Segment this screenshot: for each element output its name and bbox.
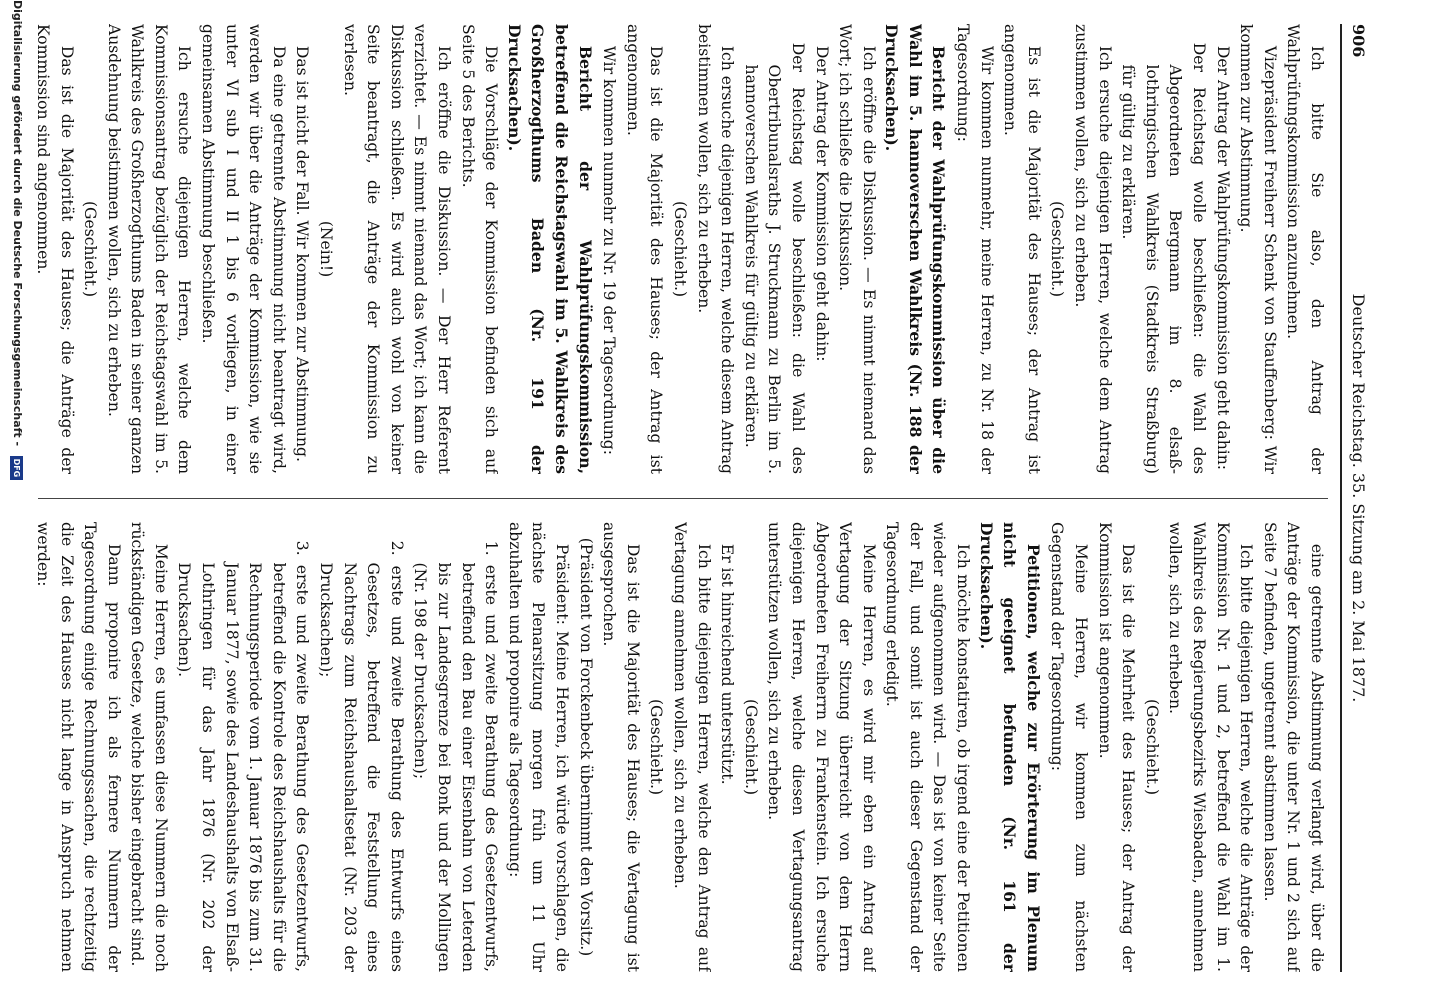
paragraph: Meine Herren, wir kommen zum nächsten Gegenstand der Tagesordnung:: [1048, 522, 1091, 972]
paragraph: Es ist die Majorität des Hauses; der Antrag ist angenommen.: [1001, 24, 1043, 474]
paragraph: Ich bitte Sie also, den Antrag der Wahlprüfungskommission anzunehmen.: [1284, 24, 1326, 474]
paragraph: (Geschieht.): [81, 200, 100, 298]
paragraph: Wir kommen nunmehr zu Nr. 19 der Tagesordnung:: [600, 45, 619, 456]
paragraph: Der Antrag der Kommission geht dahin:: [812, 45, 831, 362]
paragraph: eine getrennte Abstimmung verlangt wird, über die Anträge der Kommission, die unter Nr. 1 und 2 sich auf Seite 7 befinden, ungetrennt abstimmen lassen.: [1260, 522, 1326, 972]
paragraph: Der Reichstag wolle beschließen: die Wahl des Obertribunalsraths J. Struckmann zu Berlin im 5. hannoverschen Wahlkreis für gültig zu erklären.: [741, 42, 807, 474]
paragraph: Bericht der Wahlprüfungskommission über die Wahl im 5. hannoverschen Wahlkreis (Nr. 188 der Drucksachen).: [882, 24, 949, 474]
credit-text: Digitalisierung gefördert durch die Deutsche Forschungsgemeinschaft -: [11, 0, 24, 447]
running-title: Deutscher Reichstag. 35. Sitzung am 2. Mai 1877.: [1349, 293, 1368, 703]
paragraph: Er ist hinreichend unterstützt.: [718, 543, 737, 785]
paragraph: Der Antrag der Wahlprüfungskommission geht dahin:: [1213, 45, 1232, 471]
paragraph: Ich bitte diejenigen Herren, welche die Anträge der Kommission Nr. 1 und 2, betreffend die Wahl im 1. Wahlkreis des Regierungsbezirks Wiesbaden, annehmen wollen, sich zu erheben.: [1166, 522, 1256, 972]
paragraph: Petitionen, welche zur Erörterung im Plenum nicht geeignet befunden (Nr. 161 der Drucksachen).: [976, 522, 1043, 972]
paragraph: [28, 24, 30, 474]
paragraph: Das ist die Majorität des Hauses; die Anträge der Kommission sind angenommen.: [33, 24, 76, 474]
paragraph: Ich ersuche diejenigen Herren, welche diesem Antrag beistimmen wollen, sich zu erheben.: [694, 24, 737, 474]
paragraph: Wir kommen nunmehr, meine Herren, zu Nr. 18 der Tagesordnung:: [954, 24, 996, 474]
paragraph: 2. erste und zweite Berathung des Entwurfs eines Gesetzes, betreffend die Feststellung eines Nachtrags zum Reichshaushaltsetat (Nr. 203 der Drucksachen);: [317, 540, 406, 972]
paragraph: Die Vorschläge der Kommission befinden sich auf Seite 5 des Berichts.: [458, 24, 501, 474]
paragraph: (Geschieht.): [741, 698, 760, 796]
paragraph: Das ist die Majorität des Hauses; der Antrag ist angenommen.: [623, 24, 666, 474]
digitization-credit: [2, 0, 24, 1000]
paragraph: Ich ersuche diejenigen Herren, welche dem Kommissionsantrag bezüglich der Reichstagswahl im 5. Wahlkreis des Großherzogthums Baden in seiner ganzen Ausdehnung beistimmen wollen, sich zu erheben.: [104, 24, 194, 474]
paragraph: Da eine getrennte Abstimmung nicht beantragt wird, werden wir über die Anträge der Kommission, wie sie unter VI sub I und II 1 bis 6 vorliegen, in einer gemeinsamen Abstimmung beschließen.: [199, 24, 288, 474]
paragraph: Ich eröffne die Diskussion. — Es nimmt niemand das Wort; ich schließe die Diskussion.: [836, 24, 878, 474]
paragraph: Der Reichstag wolle beschließen: die Wahl des Abgeordneten Bergmann im 8. elsaß-lothringischen Wahlkreis (Stadtkreis Straßburg) für gültig zu erklären.: [1119, 42, 1209, 474]
paragraph: Das ist die Mehrheit des Hauses; der Antrag der Kommission ist angenommen.: [1095, 522, 1138, 972]
paragraph: Das ist nicht der Fall. Wir kommen zur Abstimmung.: [293, 45, 312, 462]
paragraph: (Geschieht.): [1048, 200, 1067, 298]
paragraph: Das ist die Majorität des Hauses; die Vertagung ist ausgesprochen.: [600, 522, 642, 972]
right-column: [28, 522, 1328, 972]
page-number: 906: [1349, 24, 1368, 58]
paragraph: (Präsident von Forckenbeck übernimmt den Vorsitz.): [576, 537, 595, 957]
paragraph: Präsident: Meine Herren, ich würde vorschlagen, die nächste Plenarsitzung morgen früh um 11 Uhr abzuhalten und proponire als Tagesordnung:: [505, 522, 571, 972]
paragraph: Vizepräsident Freiherr Schenk von Stauffenberg: Wir kommen zur Abstimmung.: [1237, 24, 1279, 474]
paragraph: 3. erste und zweite Berathung des Gesetzentwurfs, betreffend die Kontrole des Reichshaushalts für die Rechnungsperiode vom 1. Januar 1876 bis zum 31. Januar 1877, sowie des Landeshaushalts von Elsaß-Lothringen für das Jahr 1876 (Nr. 202 der Drucksachen).: [175, 540, 312, 972]
paragraph: [28, 522, 30, 972]
paragraph: (Geschieht.): [1142, 698, 1161, 796]
paragraph: Ich möchte konstatiren, ob irgend eine der Petitionen wieder aufgenommen wird. — Das ist von keiner Seite der Fall, und somit ist auch dieser Gegenstand der Tagesordnung erledigt.: [883, 522, 973, 972]
column-divider: [38, 498, 1328, 499]
paragraph: (Geschieht.): [670, 200, 689, 298]
left-column: [28, 24, 1328, 474]
paragraph: (Nein!): [317, 220, 336, 278]
paragraph: Ich eröffne die Diskussion. — Der Herr Referent verzichtet. — Es nimmt niemand das Wort; ich kann die Diskussion schließen. Es wird auch wohl von keiner Seite beantragt, die Anträge der Kommission zu verlesen.: [340, 24, 454, 474]
paragraph: Bericht der Wahlprüfungskommission, betreffend die Reichstagswahl im 5. Wahlkreis des Großherzogthums Baden (Nr. 191 der Drucksachen).: [504, 24, 595, 474]
running-header: [1340, 24, 1372, 972]
paragraph: 1. erste und zweite Berathung des Gesetzentwurfs, betreffend den Bau einer Eisenbahn von Leterden bis zur Landesgrenze bei Bonk und der Mollingen (Nr. 198 der Drucksachen);: [411, 540, 501, 972]
paragraph: Ich ersuche diejenigen Herren, welche dem Antrag zustimmen wollen, sich zu erheben.: [1072, 24, 1114, 474]
paragraph: Ich bitte diejenigen Herren, welche den Antrag auf Vertagung annehmen wollen, sich zu erheben.: [670, 522, 713, 972]
paragraph: Dann proponire ich als fernere Nummern der Tagesordnung einige Rechnungssachen, die rechtzeitig die Zeit des Hauses nicht lange in Anspruch nehmen werden:: [33, 522, 123, 972]
dfg-logo-icon: DFG: [11, 456, 24, 480]
paragraph: Meine Herren, es wird mir eben ein Antrag auf Vertagung der Sitzung überreicht von dem Herrn Abgeordneten Freiherrn zu Frankenstein. Ich ersuche diejenigen Herren, welche diesen Vertagungsantrag unterstützen wollen, sich zu erheben.: [765, 522, 878, 972]
paragraph: Meine Herren, es umfassen diese Nummern die noch rückständigen Gesetze, welche bisher eingebracht sind.: [128, 522, 170, 972]
paragraph: (Geschieht.): [647, 698, 666, 796]
